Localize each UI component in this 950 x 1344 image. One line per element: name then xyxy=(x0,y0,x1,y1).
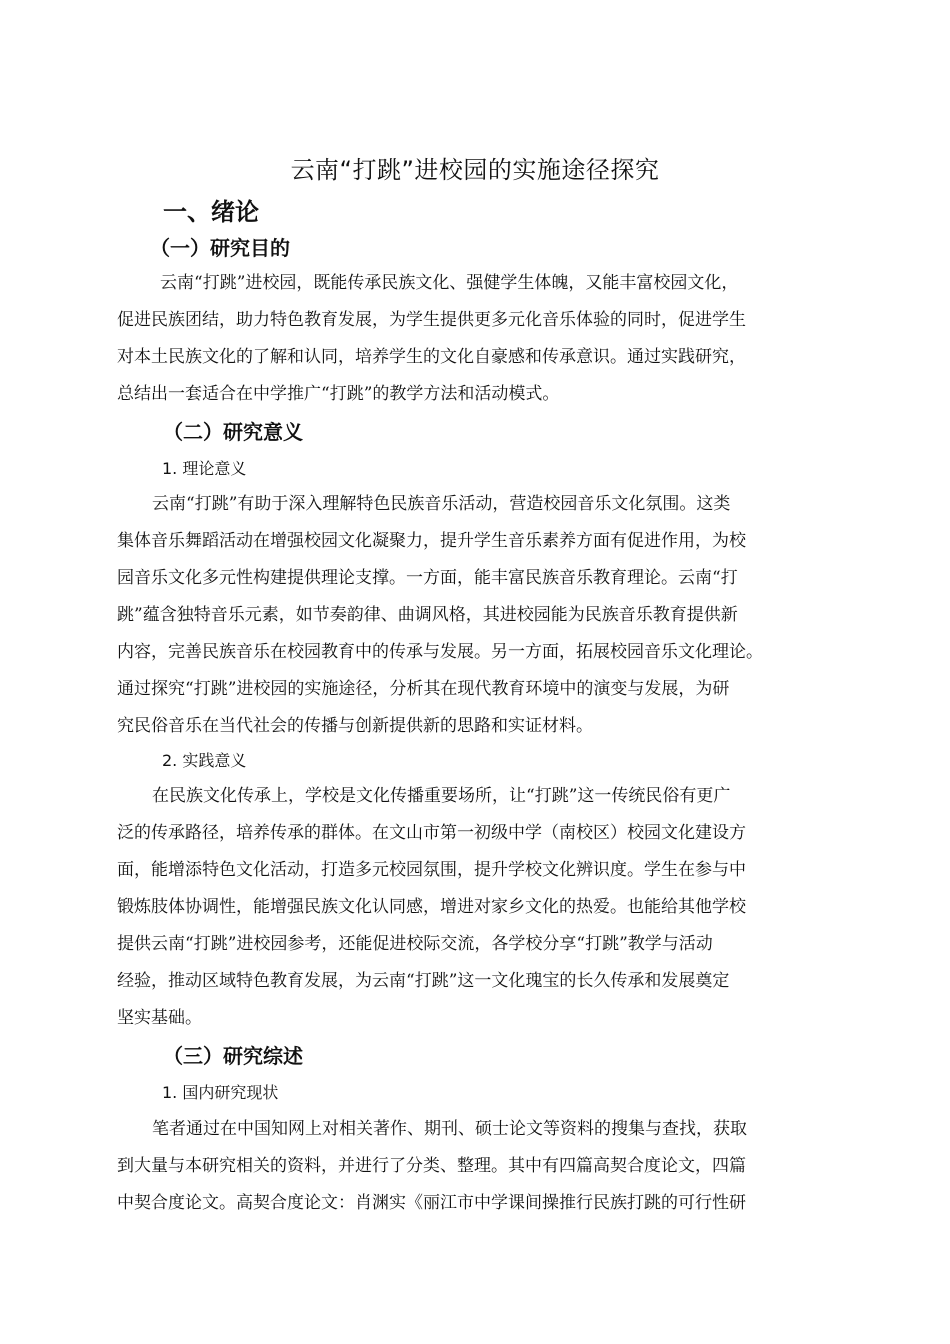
heading-practical-significance: 2. 实践意义 xyxy=(162,751,247,770)
document-title: 云南“打跳”进校园的实施途径探究 xyxy=(290,156,660,184)
paragraph-line: 笔者通过在中国知网上对相关著作、期刊、硕士论文等资料的搜集与查找，获取 xyxy=(152,1119,747,1139)
subsection-heading-review: （三）研究综述 xyxy=(163,1044,303,1068)
paragraph-line: 锻炼肢体协调性，能增强民族文化认同感，增进对家乡文化的热爱。也能给其他学校 xyxy=(117,897,746,917)
paragraph-line: 泛的传承路径，培养传承的群体。在文山市第一初级中学（南校区）校园文化建设方 xyxy=(117,823,746,843)
paragraph-line: 提供云南“打跳”进校园参考，还能促进校际交流，各学校分享“打跳”教学与活动 xyxy=(117,934,713,954)
paragraph-line: 集体音乐舞蹈活动在增强校园文化凝聚力，提升学生音乐素养方面有促进作用，为校 xyxy=(117,531,746,551)
paragraph-line: 对本土民族文化的了解和认同，培养学生的文化自豪感和传承意识。通过实践研究， xyxy=(117,347,746,367)
paragraph-line: 总结出一套适合在中学推广“打跳”的教学方法和活动模式。 xyxy=(117,384,560,404)
paragraph-line: 促进民族团结，助力特色教育发展，为学生提供更多元化音乐体验的同时，促进学生 xyxy=(117,310,746,330)
paragraph-line: 到大量与本研究相关的资料，并进行了分类、整理。其中有四篇高契合度论文，四篇 xyxy=(117,1156,746,1176)
paragraph-line: 经验，推动区域特色教育发展，为云南“打跳”这一文化瑰宝的长久传承和发展奠定 xyxy=(117,971,730,991)
paragraph-line: 面，能增添特色文化活动，打造多元校园氛围，提升学校文化辨识度。学生在参与中 xyxy=(117,860,746,880)
paragraph-line: 云南“打跳”有助于深入理解特色民族音乐活动，营造校园音乐文化氛围。这类 xyxy=(152,494,731,514)
paragraph-line: 云南“打跳”进校园，既能传承民族文化、强健学生体魄，又能丰富校园文化， xyxy=(160,273,739,293)
paragraph-line: 内容，完善民族音乐在校园教育中的传承与发展。另一方面，拓展校园音乐文化理论。 xyxy=(117,642,763,662)
heading-domestic-research: 1. 国内研究现状 xyxy=(162,1083,279,1102)
paragraph-line: 在民族文化传承上，学校是文化传播重要场所，让“打跳”这一传统民俗有更广 xyxy=(152,786,731,806)
heading-theoretical-significance: 1. 理论意义 xyxy=(162,459,247,478)
paragraph-line: 坚实基础。 xyxy=(117,1008,202,1028)
paragraph-line: 通过探究“打跳”进校园的实施途径，分析其在现代教育环境中的演变与发展，为研 xyxy=(117,679,730,699)
paragraph-line: 跳”蕴含独特音乐元素，如节奏韵律、曲调风格，其进校园能为民族音乐教育提供新 xyxy=(117,605,738,625)
subsection-heading-purpose: （一）研究目的 xyxy=(150,236,290,260)
paragraph-line: 究民俗音乐在当代社会的传播与创新提供新的思路和实证材料。 xyxy=(117,716,593,736)
section-heading-introduction: 一、绪论 xyxy=(163,198,259,226)
subsection-heading-significance: （二）研究意义 xyxy=(163,420,303,444)
paragraph-line: 园音乐文化多元性构建提供理论支撑。一方面，能丰富民族音乐教育理论。云南“打 xyxy=(117,568,738,588)
paragraph-line: 中契合度论文。高契合度论文：肖渊实《丽江市中学课间操推行民族打跳的可行性研 xyxy=(117,1193,746,1213)
